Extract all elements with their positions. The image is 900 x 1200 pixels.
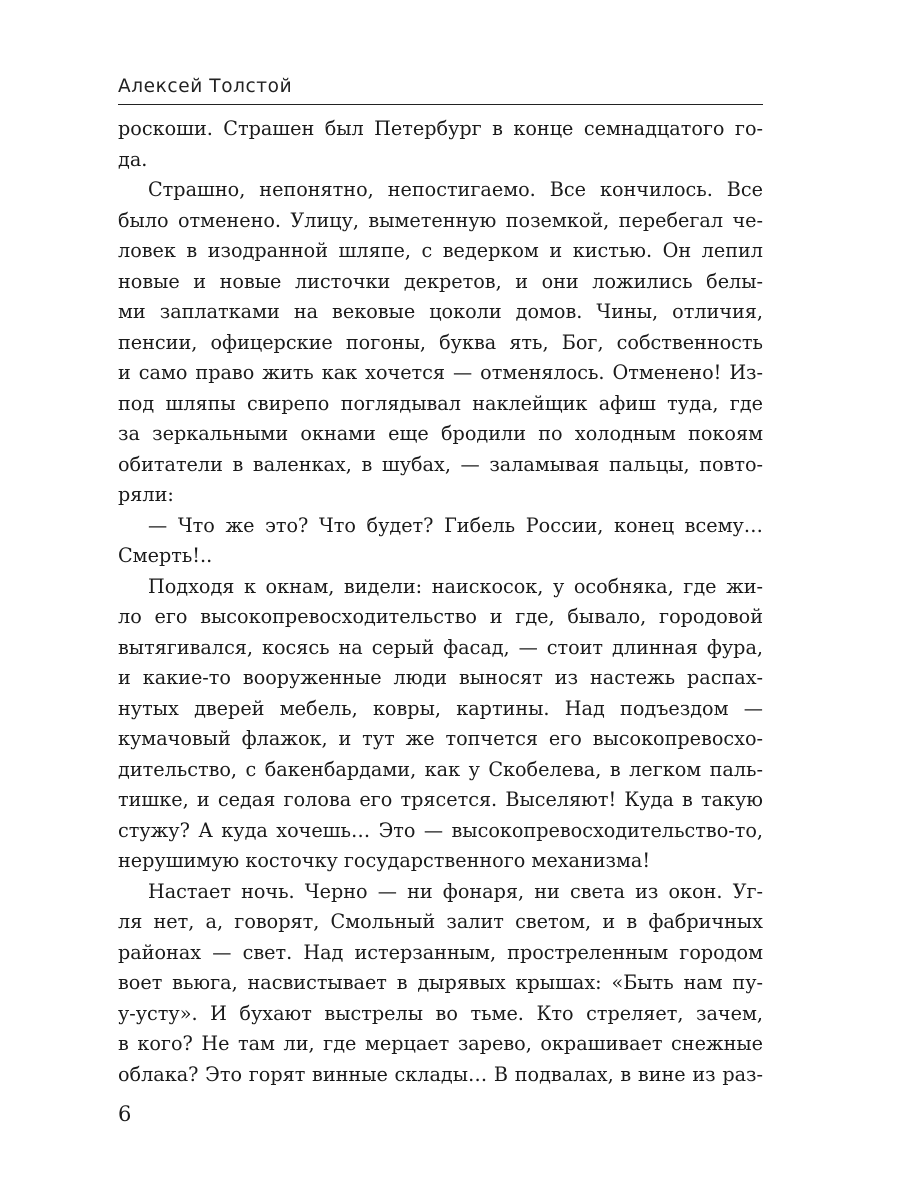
text-line: облака? Это горят винные склады… В подвалах, в вине из раз- — [118, 1062, 763, 1086]
text-line: и само право жить как хочется — отменялось. Отменено! Из- — [118, 361, 763, 384]
text-line: у-усту». И бухают выстрелы во тьме. Кто стреляет, зачем, — [118, 1001, 763, 1025]
running-head — [118, 76, 763, 105]
text-line: роскоши. Страшен был Петербург в конце семнадцатого го- — [118, 117, 763, 140]
text-line: ряли: — [118, 483, 174, 506]
text-line: тишке, и седая голова его трясется. Выселяют! Куда в такую — [118, 788, 763, 811]
text-line: ловек в изодранной шляпе, с ведерком и кистью. Он лепил — [118, 239, 763, 262]
text-line: кумачовый флажок, и тут же топчется его высокопревосхо- — [118, 727, 763, 750]
text-line: обитатели в валенках, в шубах, — заламывая пальцы, повто- — [118, 452, 763, 476]
text-line: стужу? А куда хочешь… Это — высокопревосходительство-то, — [118, 818, 763, 842]
text-line: в кого? Не там ли, где мерцает зарево, окрашивает снежные — [118, 1032, 763, 1055]
text-line: новые и новые листочки декретов, и они ложились белы- — [118, 269, 763, 293]
text-line: и какие-то вооруженные люди выносят из настежь распах- — [118, 666, 763, 689]
text-line: воет вьюга, насвистывает в дырявых крышах: «Быть нам пу- — [118, 971, 763, 994]
text-line: Смерть!.. — [118, 544, 213, 567]
text-line: Подходя к окнам, видели: наискосок, у особняка, где жи- — [148, 574, 763, 598]
text-line: дительство, с бакенбардами, как у Скобелева, в легком паль- — [118, 757, 763, 781]
text-line: за зеркальными окнами еще бродили по холодным покоям — [118, 422, 763, 445]
author-name: Алексей Толстой — [118, 76, 293, 97]
text-line: районах — свет. Над истерзанным, простреленным городом — [118, 940, 763, 964]
text-line: Страшно, непонятно, непостигаемо. Все кончилось. Все — [148, 178, 763, 201]
text-line: было отменено. Улицу, выметенную поземкой, перебегал че- — [118, 208, 763, 232]
text-line: нутых дверей мебель, ковры, картины. Над подъездом — — [118, 696, 763, 720]
text-line: Настает ночь. Черно — ни фонаря, ни света из окон. Уг- — [148, 879, 763, 903]
text-line: ля нет, а, говорят, Смольный залит светом, и в фабричных — [118, 910, 763, 933]
text-line: ми заплатками на вековые цоколи домов. Чины, отличия, — [118, 300, 763, 323]
text-line: под шляпы свирепо поглядывал наклейщик афиш туда, где — [118, 391, 763, 415]
page-number: 6 — [118, 1102, 132, 1126]
body-text — [118, 114, 763, 1090]
text-line: да. — [118, 147, 148, 171]
text-line: вытягивался, косясь на серый фасад, — стоит длинная фура, — [118, 635, 763, 659]
text-line: ло его высокопревосходительство и где, бывало, городовой — [118, 605, 763, 628]
text-line: — Что же это? Что будет? Гибель России, конец всему… — [148, 513, 763, 537]
text-line: пенсии, офицерские погоны, буква ять, Бог, собственность — [118, 330, 763, 354]
text-line: нерушимую косточку государственного механизма! — [118, 849, 651, 872]
